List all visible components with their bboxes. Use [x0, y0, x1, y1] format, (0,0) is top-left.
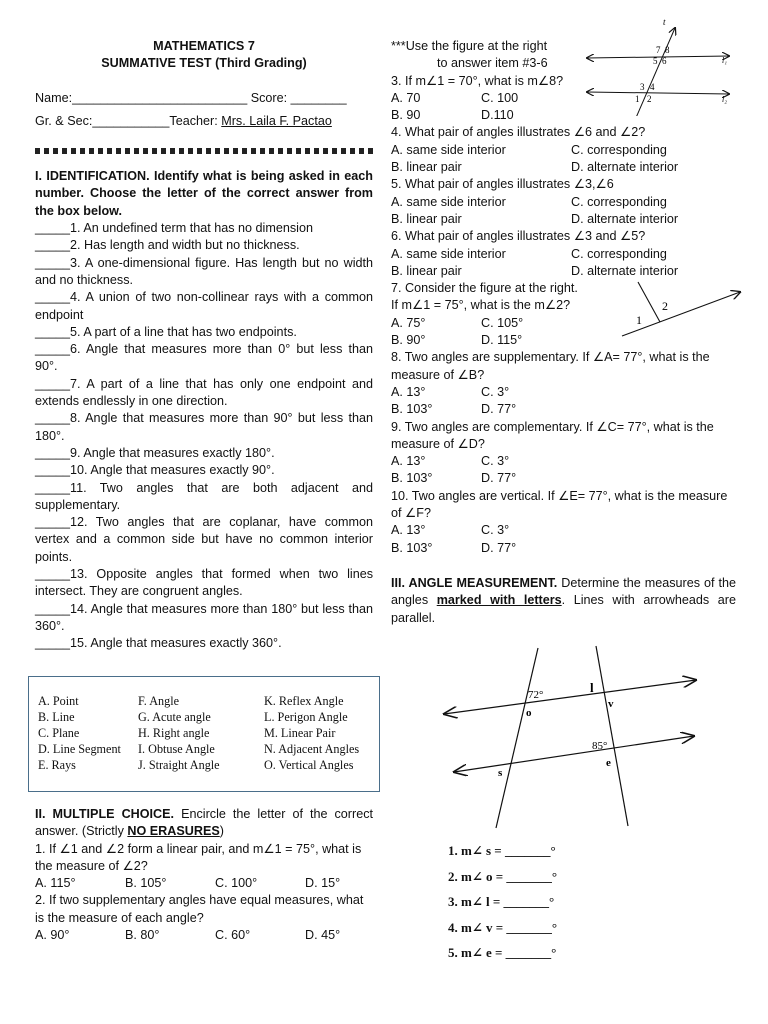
choice-b[interactable]: B. 103°: [391, 471, 433, 486]
choice-b[interactable]: B. linear pair: [391, 160, 462, 175]
choice-b[interactable]: B. 105°: [125, 876, 167, 891]
question-3: 3. If m∠1 = 70°, what is m∠8?: [391, 73, 564, 88]
section3-heading: III. ANGLE MEASUREMENT. Determine the measures of the angles marked with letters. Lines with arrowheads are parallel.: [391, 575, 736, 625]
choices-col-2: [138, 693, 220, 773]
question-9: 9. Two angles are complementary. If ∠C= 77°, what is the measure of ∠D?: [391, 419, 714, 451]
answer-line[interactable]: 1. m∠ s = _______°: [448, 843, 556, 858]
id-item[interactable]: _____10. Angle that measures exactly 90°.: [35, 463, 275, 478]
label-6: 6: [662, 56, 667, 66]
choice-b[interactable]: B. 90°: [391, 333, 426, 348]
choice-d[interactable]: D. 45°: [305, 928, 341, 943]
choice-a[interactable]: A. 115°: [35, 876, 76, 891]
choice-c[interactable]: C. 3°: [481, 384, 510, 399]
id-item[interactable]: _____5. A part of a line that has two endpoints.: [35, 324, 297, 339]
choice: E. Rays: [38, 758, 76, 772]
choice-b[interactable]: B. 80°: [125, 928, 160, 943]
choice-c[interactable]: C. corresponding: [571, 246, 667, 261]
choice: I. Obtuse Angle: [138, 742, 215, 756]
answer-line[interactable]: 4. m∠ v = _______°: [448, 919, 558, 935]
choice-a[interactable]: A. 13°: [391, 523, 426, 538]
left-column: [35, 0, 373, 653]
choice-b[interactable]: B. linear pair: [391, 211, 462, 226]
choice-a[interactable]: A. 75°: [391, 315, 426, 330]
grade-section-label: Gr. & Sec:___________Teacher:: [35, 113, 222, 128]
choice-a[interactable]: A. 13°: [391, 384, 426, 399]
choice-a[interactable]: A. same side interior: [391, 194, 506, 209]
section1-heading: I. IDENTIFICATION. Identify what is being asked in each number. Choose the letter of the correct answer from the box below.: [35, 169, 373, 218]
choice-d[interactable]: D. alternate interior: [571, 160, 679, 175]
angle-72: 72°: [528, 689, 544, 701]
choice: F. Angle: [138, 694, 180, 708]
choice: H. Right angle: [138, 726, 210, 740]
choice-b[interactable]: B. 103°: [391, 402, 433, 417]
choice: N. Adjacent Angles: [264, 742, 360, 756]
question-2: 2. If two supplementary angles have equal measures, what is the measure of each angle?: [35, 893, 364, 925]
test-subtitle: SUMMATIVE TEST (Third Grading): [101, 56, 307, 71]
section2-start: [35, 806, 373, 944]
transversal-figure: [583, 16, 733, 116]
label-l1: l₁: [722, 56, 728, 65]
choice: C. Plane: [38, 726, 80, 740]
q1-choices: [35, 875, 373, 892]
identification-items: [35, 220, 373, 652]
choice-c[interactable]: C. 100: [481, 90, 519, 105]
id-item[interactable]: _____9. Angle that measures exactly 180°.: [35, 445, 275, 460]
angle-measurement-figure: [440, 642, 700, 830]
label-1: 1: [635, 94, 640, 104]
name-score-line[interactable]: Name:_________________________ Score: ________: [35, 90, 347, 105]
label-3: 3: [640, 82, 645, 92]
figure-instruction: ***Use the figure at the right: [391, 39, 548, 53]
id-item[interactable]: _____14. Angle that measures more than 180° but less than 360°.: [35, 601, 373, 633]
choice-d[interactable]: D. 77°: [481, 540, 517, 555]
question-7b: If m∠1 = 75°, what is the m∠2?: [391, 298, 571, 313]
id-item[interactable]: _____2. Has length and width but no thickness.: [35, 238, 300, 253]
label-4: 4: [650, 82, 655, 92]
choice: M. Linear Pair: [264, 726, 336, 740]
choice: A. Point: [38, 694, 79, 708]
choice-c[interactable]: C. 3°: [481, 454, 510, 469]
choice-c[interactable]: C. 60°: [215, 928, 251, 943]
choice: O. Vertical Angles: [264, 758, 354, 772]
id-item[interactable]: _____8. Angle that measures more than 90° but less than 180°.: [35, 411, 373, 443]
transversal-right: [596, 646, 628, 826]
id-item[interactable]: _____12. Two angles that are coplanar, have common vertex and a common side but have no common interior points.: [35, 515, 373, 564]
angle-s: s: [498, 767, 503, 779]
answer-line[interactable]: 2. m∠ o = _______°: [448, 868, 558, 884]
choice-d[interactable]: D. 115°: [481, 333, 523, 348]
choice-a[interactable]: A. 70: [391, 90, 421, 105]
teacher-name: Mrs. Laila F. Pactao: [221, 113, 332, 128]
question-8: 8. Two angles are supplementary. If ∠A= 77°, what is the measure of ∠B?: [391, 350, 710, 382]
choices-col-3: [264, 693, 359, 773]
angle-85: 85°: [592, 740, 608, 752]
question-6: 6. What pair of angles illustrates ∠3 and ∠5?: [391, 229, 646, 244]
choice: J. Straight Angle: [138, 758, 220, 772]
choice-a[interactable]: A. same side interior: [391, 246, 506, 261]
test-title: MATHEMATICS 7: [153, 39, 255, 53]
choice-b[interactable]: B. 90: [391, 108, 421, 123]
choice-d[interactable]: D. alternate interior: [571, 211, 679, 226]
choice-b[interactable]: B. 103°: [391, 540, 433, 555]
label-5: 5: [653, 56, 658, 66]
question-10: 10. Two angles are vertical. If ∠E= 77°, what is the measure of ∠F?: [391, 488, 728, 521]
answer-line[interactable]: 3. m∠ l = _______°: [448, 894, 555, 909]
id-item[interactable]: _____13. Opposite angles that formed when two lines intersect. They are congruent angles.: [35, 567, 373, 599]
choice: G. Acute angle: [138, 710, 211, 724]
dotted-divider: [35, 148, 373, 154]
parallel-line-1: [587, 56, 729, 58]
section2-heading: II. MULTIPLE CHOICE. Encircle the letter of the correct answer. (Strictly NO ERASURES): [35, 807, 373, 839]
angle-l: l: [590, 680, 594, 695]
id-item[interactable]: _____1. An undefined term that has no dimension: [35, 221, 313, 236]
id-item[interactable]: _____11. Two angles that are both adjacent and supplementary.: [35, 480, 373, 512]
choices-box: [28, 676, 380, 792]
id-item[interactable]: _____3. A one-dimensional figure. Has length but no width and no thickness.: [35, 255, 373, 287]
choice: K. Reflex Angle: [264, 694, 344, 708]
question-1: 1. If ∠1 and ∠2 form a linear pair, and m∠1 = 75°, what is the measure of ∠2?: [35, 841, 362, 873]
choice: B. Line: [38, 710, 75, 724]
choice-c[interactable]: C. corresponding: [571, 194, 667, 209]
choice-a[interactable]: A. 90°: [35, 928, 70, 943]
choice-b[interactable]: B. linear pair: [391, 263, 462, 278]
label-7: 7: [656, 45, 661, 55]
choices-col-1: [38, 693, 121, 773]
angle-v: v: [608, 698, 614, 710]
id-item[interactable]: _____7. A part of a line that has only one endpoint and extends endlessly in one direction.: [35, 376, 373, 409]
choice: L. Perigon Angle: [264, 710, 348, 724]
choice-d[interactable]: D. 77°: [481, 471, 517, 486]
parallel-line-2: [587, 92, 729, 94]
q2-choices: [35, 927, 373, 944]
choice-d[interactable]: D. 15°: [305, 876, 341, 891]
question-4: 4. What pair of angles illustrates ∠6 and ∠2?: [391, 125, 646, 140]
answer-line[interactable]: 5. m∠ e = _______°: [448, 945, 557, 960]
parallel-line-bottom: [454, 736, 694, 772]
angle-e: e: [606, 757, 611, 769]
choice-a[interactable]: A. 13°: [391, 454, 426, 469]
label-l2: l₂: [722, 95, 728, 104]
choice-d[interactable]: D. alternate interior: [571, 263, 679, 278]
question-5: 5. What pair of angles illustrates ∠3,∠6: [391, 177, 614, 192]
linear-pair-figure: [620, 278, 745, 348]
angle-o: o: [526, 707, 532, 719]
choice-d[interactable]: D. 77°: [481, 402, 517, 417]
transversal-left: [496, 648, 538, 828]
choice-c[interactable]: C. 105°: [481, 315, 524, 330]
figure-instruction-2: to answer item #3-6: [437, 56, 548, 71]
choice-c[interactable]: C. corresponding: [571, 142, 667, 157]
choice: D. Line Segment: [38, 742, 121, 756]
question-7: 7. Consider the figure at the right.: [391, 281, 578, 296]
id-item[interactable]: _____15. Angle that measures exactly 360°.: [35, 636, 282, 651]
label-8: 8: [665, 45, 670, 55]
choice-a[interactable]: A. same side interior: [391, 142, 506, 157]
angle-label-2: 2: [662, 299, 668, 313]
choice-c[interactable]: C. 3°: [481, 523, 510, 538]
grade-section-line[interactable]: [35, 113, 373, 130]
id-item[interactable]: _____6. Angle that measures more than 0° but less than 90°.: [35, 342, 373, 374]
label-2: 2: [647, 94, 652, 104]
angle-answers: [448, 838, 557, 966]
choice-c[interactable]: C. 100°: [215, 876, 258, 891]
angle-label-1: 1: [636, 313, 642, 327]
label-t: t: [663, 17, 666, 27]
choice-d[interactable]: D.110: [481, 108, 514, 123]
parallel-line-top: [444, 680, 696, 714]
transversal-line: [635, 28, 675, 116]
id-item[interactable]: _____4. A union of two non-collinear rays with a common endpoint: [35, 290, 373, 322]
